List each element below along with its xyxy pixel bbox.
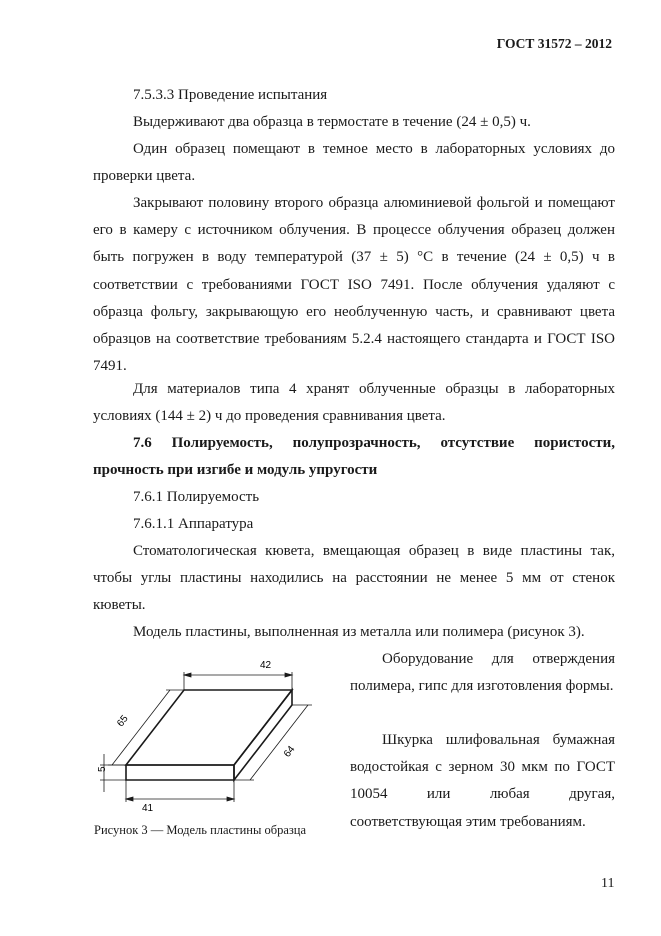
paragraph: Закрывают половину второго образца алюминиевой фольгой и помещают его в камеру с источником облучения. В процессе облучения образец должен быть погружен в воду температурой (37 ± 5) °С в течение (24 ± 0,5) ч в соответствии с требованиями ГОСТ ISO 7491. После облучения удаляют с образца фольгу, закрывающую его необлученную часть, и сравнивают цвета образцов на соответствие требованиям 5.2.4 настоящего стандарта и ГОСТ ISO 7491.	[93, 195, 615, 375]
section-7-6-heading: 7.6 Полируемость, полупрозрачность, отсутствие пористости, прочность при изгибе и модуль упругости	[93, 435, 615, 479]
paragraph: Один образец помещают в темное место в лабораторных условиях до проверки цвета.	[93, 141, 615, 185]
section-7-6-1-1-title: 7.6.1.1 Аппаратура	[133, 516, 254, 532]
paragraph: Оборудование для отверждения полимера, гипс для изготовления формы.	[350, 651, 615, 695]
dim-bottom: 41	[142, 803, 154, 814]
paragraph: Стоматологическая кювета, вмещающая образец в виде пластины так, чтобы углы пластины находились на расстоянии не менее 5 мм от стенок кюветы.	[93, 543, 615, 614]
plate-top-face	[126, 690, 292, 765]
paragraph: Выдерживают два образца в термостате в течение (24 ± 0,5) ч.	[133, 114, 531, 130]
page-number: 11	[601, 876, 615, 891]
dim-left-diagonal: 65	[115, 713, 131, 730]
dim-thickness: 5	[97, 766, 108, 772]
document-header: ГОСТ 31572 – 2012	[496, 36, 612, 51]
dim-right-diagonal: 64	[281, 744, 298, 760]
paragraph: Шкурка шлифовальная бумажная водостойкая с зерном 30 мкм по ГОСТ 10054 или любая другая, соответствующая этим требованиям.	[350, 732, 615, 830]
plate-right-face	[234, 690, 292, 780]
section-7-6-1-title: 7.6.1 Полируемость	[133, 489, 260, 505]
plate-front-face	[126, 765, 234, 780]
plate-drawing	[90, 650, 322, 826]
section-7-5-3-3-title: 7.5.3.3 Проведение испытания	[133, 87, 328, 103]
dim-top: 42	[260, 660, 272, 671]
paragraph: Модель пластины, выполненная из металла или полимера (рисунок 3).	[133, 624, 585, 640]
figure-caption: Рисунок 3 — Модель пластины образца	[94, 823, 307, 837]
figure-3-plate-model	[90, 650, 322, 826]
paragraph: Для материалов типа 4 хранят облученные образцы в лабораторных условиях (144 ± 2) ч до проведения сравнивания цвета.	[93, 381, 615, 425]
